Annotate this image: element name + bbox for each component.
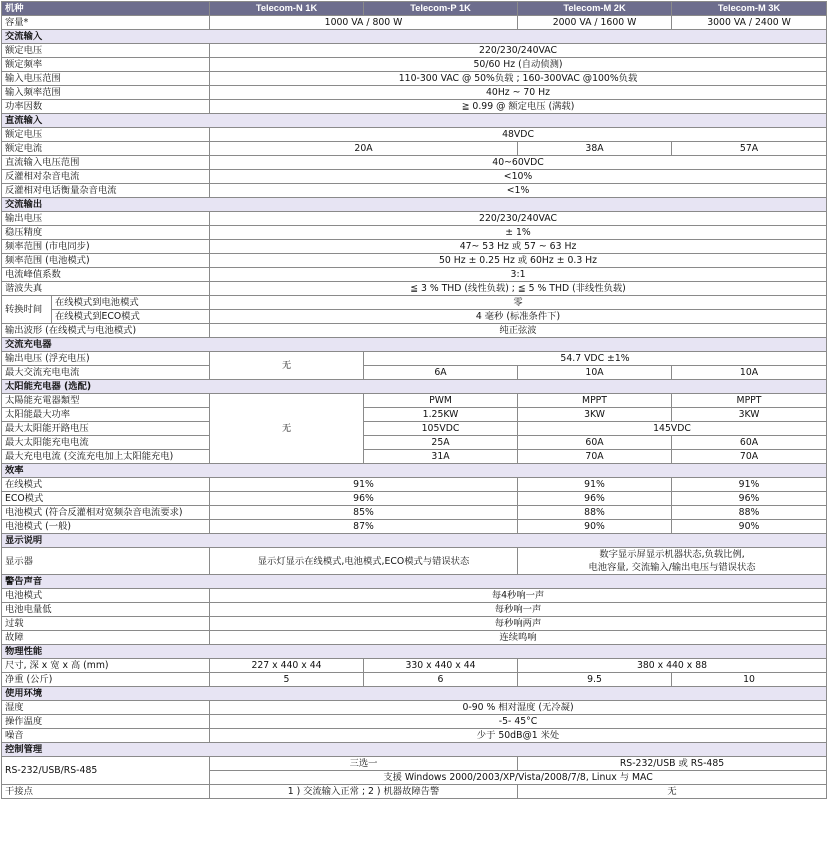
- cell-value: 220/230/240VAC: [210, 212, 827, 226]
- cell-value: 90%: [518, 520, 672, 534]
- row-label: 在线模式: [2, 478, 210, 492]
- spec-row: [2, 212, 827, 226]
- cell-value: 零: [210, 296, 827, 310]
- cell-value: 90%: [672, 520, 827, 534]
- row-label: ECO模式: [2, 492, 210, 506]
- spec-row: [2, 478, 827, 492]
- spec-row: [2, 86, 827, 100]
- section-title: 显示说明: [2, 534, 827, 548]
- spec-row: [2, 506, 827, 520]
- section-header-alarm: [2, 575, 827, 589]
- spec-row: [2, 296, 827, 310]
- cell-value: 10: [672, 673, 827, 687]
- spec-row: [2, 254, 827, 268]
- row-label: 电池电量低: [2, 603, 210, 617]
- cell-value: [518, 548, 827, 575]
- row-label: 输入电压范围: [2, 72, 210, 86]
- row-label: 太陽能充電器類型: [2, 394, 210, 408]
- spec-row: [2, 617, 827, 631]
- cell-value: 60A: [672, 436, 827, 450]
- spec-row: [2, 240, 827, 254]
- spec-row: [2, 44, 827, 58]
- section-header-ac-charger: [2, 338, 827, 352]
- cell-value: 227 x 440 x 44: [210, 659, 364, 673]
- row-label: 功率因数: [2, 100, 210, 114]
- row-label: 容量*: [2, 16, 210, 30]
- cell-value: 70A: [672, 450, 827, 464]
- section-header-physical: [2, 645, 827, 659]
- row-label: 噪音: [2, 729, 210, 743]
- row-label: 直流输入电压范围: [2, 156, 210, 170]
- row-label: 反灌相对杂音电流: [2, 170, 210, 184]
- display-desc-line: 数字显示屏显示机器状态,负载比例,: [599, 549, 745, 560]
- spec-row: [2, 450, 827, 464]
- row-label: 电池模式 (符合反灌相对宽频杂音电流要求): [2, 506, 210, 520]
- cell-value-none: 无: [210, 394, 364, 464]
- row-label: 操作温度: [2, 715, 210, 729]
- row-label: 电池模式 (一般): [2, 520, 210, 534]
- cell-value: 91%: [672, 478, 827, 492]
- section-title: 警告声音: [2, 575, 827, 589]
- cell-value: 54.7 VDC ±1%: [364, 352, 827, 366]
- spec-row: [2, 170, 827, 184]
- spec-row: [2, 100, 827, 114]
- row-label: 最大充电电流 (交流充电加上太阳能充电): [2, 450, 210, 464]
- spec-row: [2, 631, 827, 645]
- cell-value: 纯正弦波: [210, 324, 827, 338]
- spec-row: [2, 408, 827, 422]
- spec-row: [2, 715, 827, 729]
- row-label: 输入频率范围: [2, 86, 210, 100]
- section-header-management: [2, 743, 827, 757]
- spec-row: [2, 282, 827, 296]
- cell-value: 110-300 VAC @ 50%负载 ; 160-300VAC @100%负载: [210, 72, 827, 86]
- section-title: 控制管理: [2, 743, 827, 757]
- cell-value: <10%: [210, 170, 827, 184]
- cell-value: 每秒响一声: [210, 603, 827, 617]
- cell-value: ≧ 0.99 @ 额定电压 (满载): [210, 100, 827, 114]
- cell-value: 20A: [210, 142, 518, 156]
- spec-row: [2, 142, 827, 156]
- cell-value: 3000 VA / 2400 W: [672, 16, 827, 30]
- spec-row: [2, 520, 827, 534]
- row-label: 稳压精度: [2, 226, 210, 240]
- spec-row: [2, 268, 827, 282]
- model-header-row: [2, 2, 827, 16]
- cell-value: MPPT: [518, 394, 672, 408]
- spec-row: [2, 548, 827, 575]
- cell-value: RS-232/USB 或 RS-485: [518, 757, 827, 771]
- section-header-ac-output: [2, 198, 827, 212]
- cell-value: 10A: [672, 366, 827, 380]
- cell-value: 连续鸣响: [210, 631, 827, 645]
- row-label: 反灌相对电话衡量杂音电流: [2, 184, 210, 198]
- row-label: 输出波形 (在线模式与电池模式): [2, 324, 210, 338]
- cell-value: 每4秒响一声: [210, 589, 827, 603]
- row-label: 输出电压 (浮充电压): [2, 352, 210, 366]
- cell-value: 1.25KW: [364, 408, 518, 422]
- spec-row: [2, 72, 827, 86]
- spec-row: [2, 184, 827, 198]
- model-name: Telecom-P 1K: [364, 2, 518, 16]
- cell-value: 40~60VDC: [210, 156, 827, 170]
- cell-value: 96%: [210, 492, 518, 506]
- cell-value: MPPT: [672, 394, 827, 408]
- cell-value: 10A: [518, 366, 672, 380]
- spec-row: [2, 589, 827, 603]
- section-header-display: [2, 534, 827, 548]
- cell-value: 3:1: [210, 268, 827, 282]
- row-label: 电流峰值系数: [2, 268, 210, 282]
- cell-value: 少于 50dB@1 米处: [210, 729, 827, 743]
- cell-value-none: 无: [210, 352, 364, 380]
- spec-row: [2, 603, 827, 617]
- row-label: 过载: [2, 617, 210, 631]
- cell-value: 87%: [210, 520, 518, 534]
- section-header-dc-input: [2, 114, 827, 128]
- cell-value: 支援 Windows 2000/2003/XP/Vista/2008/7/8, Linux 与 MAC: [210, 771, 827, 785]
- cell-value: 380 x 440 x 88: [518, 659, 827, 673]
- cell-value: 三选一: [210, 757, 518, 771]
- row-label: 最大太阳能开路电压: [2, 422, 210, 436]
- row-label: 频率范围 (电池模式): [2, 254, 210, 268]
- cell-value: <1%: [210, 184, 827, 198]
- spec-row: [2, 156, 827, 170]
- row-label: 太阳能最大功率: [2, 408, 210, 422]
- cell-value: 145VDC: [518, 422, 827, 436]
- spec-row: [2, 673, 827, 687]
- cell-value: 88%: [672, 506, 827, 520]
- cell-value: 96%: [518, 492, 672, 506]
- cell-value: 2000 VA / 1600 W: [518, 16, 672, 30]
- cell-value: 1 ) 交流输入正常 ; 2 ) 机器故障告警: [210, 785, 518, 799]
- section-header-ac-input: [2, 30, 827, 44]
- cell-value: 5: [210, 673, 364, 687]
- spec-row: [2, 701, 827, 715]
- cell-value: 每秒响两声: [210, 617, 827, 631]
- row-label: 额定电流: [2, 142, 210, 156]
- row-label: 故障: [2, 631, 210, 645]
- section-title: 效率: [2, 464, 827, 478]
- cell-value: 无: [518, 785, 827, 799]
- section-title: 使用环境: [2, 687, 827, 701]
- row-label: 最大交流充电电流: [2, 366, 210, 380]
- cell-value: 1000 VA / 800 W: [210, 16, 518, 30]
- capacity-row: [2, 16, 827, 30]
- row-label: 额定频率: [2, 58, 210, 72]
- spec-row: [2, 785, 827, 799]
- cell-value: 50 Hz ± 0.25 Hz 或 60Hz ± 0.3 Hz: [210, 254, 827, 268]
- section-header-efficiency: [2, 464, 827, 478]
- row-label: 额定电压: [2, 128, 210, 142]
- spec-row: [2, 324, 827, 338]
- spec-row: [2, 226, 827, 240]
- spec-row: [2, 394, 827, 408]
- spec-row: [2, 58, 827, 72]
- spec-table: [1, 1, 827, 799]
- cell-value: ≦ 3 % THD (线性负载) ; ≦ 5 % THD (非线性负载): [210, 282, 827, 296]
- cell-value: 96%: [672, 492, 827, 506]
- row-sublabel: 在线模式到电池模式: [52, 296, 210, 310]
- cell-value: 50/60 Hz (自动侦测): [210, 58, 827, 72]
- row-label-transfer-time: 转换时间: [2, 296, 52, 324]
- cell-value: 40Hz ~ 70 Hz: [210, 86, 827, 100]
- cell-value: 220/230/240VAC: [210, 44, 827, 58]
- cell-value: 47~ 53 Hz 或 57 ~ 63 Hz: [210, 240, 827, 254]
- cell-value: 38A: [518, 142, 672, 156]
- cell-value: 4 毫秒 (标准条件下): [210, 310, 827, 324]
- cell-value: 25A: [364, 436, 518, 450]
- spec-row: [2, 729, 827, 743]
- row-label: 谐波失真: [2, 282, 210, 296]
- spec-row: [2, 128, 827, 142]
- row-label: 湿度: [2, 701, 210, 715]
- row-label: 显示器: [2, 548, 210, 575]
- cell-value: ± 1%: [210, 226, 827, 240]
- row-sublabel: 在线模式到ECO模式: [52, 310, 210, 324]
- spec-row: [2, 659, 827, 673]
- cell-value: 3KW: [518, 408, 672, 422]
- cell-value: 57A: [672, 142, 827, 156]
- cell-value: 6A: [364, 366, 518, 380]
- cell-value: 105VDC: [364, 422, 518, 436]
- cell-value: 88%: [518, 506, 672, 520]
- model-name: Telecom-N 1K: [210, 2, 364, 16]
- cell-value: 显示灯显示在线模式,电池模式,ECO模式与错误状态: [210, 548, 518, 575]
- cell-value: 330 x 440 x 44: [364, 659, 518, 673]
- cell-value: 60A: [518, 436, 672, 450]
- model-header-label: 机种: [2, 2, 210, 16]
- cell-value: 70A: [518, 450, 672, 464]
- spec-row: [2, 492, 827, 506]
- cell-value: 0-90 % 相对湿度 (无冷凝): [210, 701, 827, 715]
- spec-row: [2, 310, 827, 324]
- row-label: 净重 (公斤): [2, 673, 210, 687]
- cell-value: 85%: [210, 506, 518, 520]
- row-label: 干接点: [2, 785, 210, 799]
- cell-value: 91%: [518, 478, 672, 492]
- row-label: 频率范围 (市电同步): [2, 240, 210, 254]
- row-label: 最大太阳能充电电流: [2, 436, 210, 450]
- row-label: 额定电压: [2, 44, 210, 58]
- spec-row: [2, 352, 827, 366]
- model-name: Telecom-M 2K: [518, 2, 672, 16]
- section-title: 交流输出: [2, 198, 827, 212]
- section-title: 交流充电器: [2, 338, 827, 352]
- cell-value: 48VDC: [210, 128, 827, 142]
- spec-row: [2, 757, 827, 771]
- row-label: 尺寸, 深 x 宽 x 高 (mm): [2, 659, 210, 673]
- section-header-solar: [2, 380, 827, 394]
- display-desc-line: 电池容量, 交流输入/输出电压与错误状态: [588, 562, 756, 573]
- section-title: 交流输入: [2, 30, 827, 44]
- cell-value: 9.5: [518, 673, 672, 687]
- row-label: 电池模式: [2, 589, 210, 603]
- spec-row: [2, 366, 827, 380]
- section-title: 直流输入: [2, 114, 827, 128]
- row-label: 输出电压: [2, 212, 210, 226]
- model-name: Telecom-M 3K: [672, 2, 827, 16]
- cell-value: 3KW: [672, 408, 827, 422]
- cell-value: PWM: [364, 394, 518, 408]
- cell-value: 31A: [364, 450, 518, 464]
- section-title: 物理性能: [2, 645, 827, 659]
- section-title: 太阳能充电器 (选配): [2, 380, 827, 394]
- section-header-environment: [2, 687, 827, 701]
- cell-value: -5- 45°C: [210, 715, 827, 729]
- cell-value: 91%: [210, 478, 518, 492]
- row-label: RS-232/USB/RS-485: [2, 757, 210, 785]
- cell-value: 6: [364, 673, 518, 687]
- spec-row: [2, 422, 827, 436]
- spec-row: [2, 436, 827, 450]
